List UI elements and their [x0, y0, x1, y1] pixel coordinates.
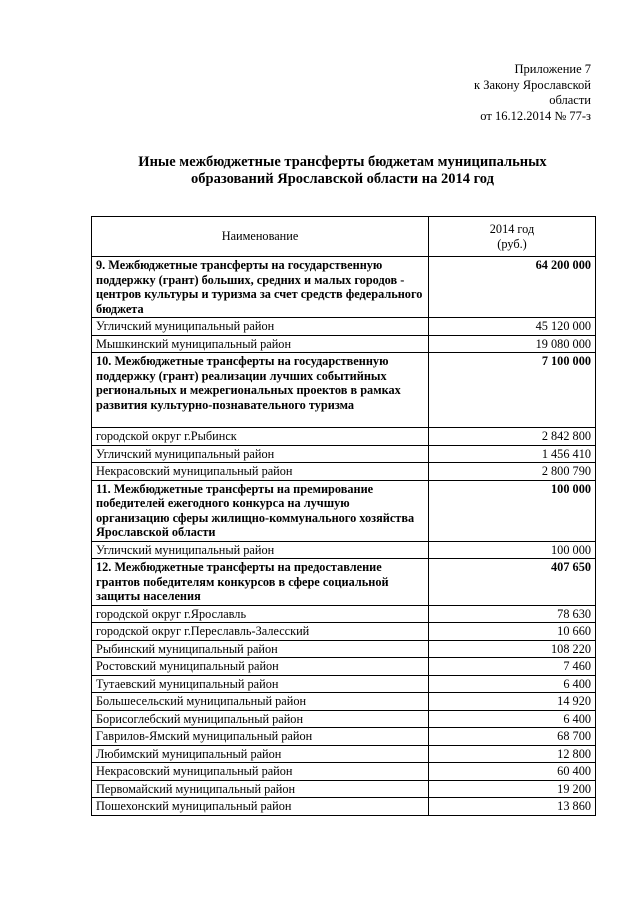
municipality-amount: 19 200	[429, 780, 596, 798]
municipality-name: Тутаевский муниципальный район	[92, 675, 429, 693]
table-row	[92, 763, 596, 781]
municipality-amount: 12 800	[429, 745, 596, 763]
municipality-name: городской округ г.Ярославль	[92, 605, 429, 623]
table-header-row	[92, 217, 596, 257]
municipality-amount: 6 400	[429, 710, 596, 728]
table-row	[92, 798, 596, 816]
municipality-name: Борисоглебский муниципальный район	[92, 710, 429, 728]
table-row	[92, 675, 596, 693]
municipality-amount: 6 400	[429, 675, 596, 693]
municipality-name: Угличский муниципальный район	[92, 541, 429, 559]
transfers-table	[91, 216, 596, 816]
document-title-line-1: Иные межбюджетные трансферты бюджетам муниципальных	[138, 154, 547, 170]
municipality-amount: 2 842 800	[429, 428, 596, 446]
table-row	[92, 335, 596, 353]
municipality-name: Некрасовский муниципальный район	[92, 763, 429, 781]
table-body	[92, 257, 596, 816]
section-row	[92, 257, 596, 318]
municipality-name: Большесельский муниципальный район	[92, 693, 429, 711]
municipality-name: городской округ г.Переславль-Залесский	[92, 623, 429, 641]
municipality-name: Гаврилов-Ямский муниципальный район	[92, 728, 429, 746]
table-row	[92, 318, 596, 336]
municipality-amount: 14 920	[429, 693, 596, 711]
municipality-amount: 100 000	[429, 541, 596, 559]
municipality-name: Рыбинский муниципальный район	[92, 640, 429, 658]
header-name: Наименование	[92, 217, 429, 257]
municipality-amount: 60 400	[429, 763, 596, 781]
appendix-number: Приложение 7	[514, 62, 591, 76]
section-total: 407 650	[429, 559, 596, 606]
table-row	[92, 780, 596, 798]
section-row	[92, 559, 596, 606]
municipality-amount: 10 660	[429, 623, 596, 641]
table-row	[92, 728, 596, 746]
section-row	[92, 480, 596, 541]
table-row	[92, 693, 596, 711]
table-row	[92, 445, 596, 463]
document-title	[90, 154, 595, 188]
appendix-law: к Закону Ярославской	[474, 77, 591, 92]
appendix-region: области	[549, 93, 591, 107]
municipality-amount: 68 700	[429, 728, 596, 746]
table-row	[92, 658, 596, 676]
table-row	[92, 710, 596, 728]
municipality-name: Ростовский муниципальный район	[92, 658, 429, 676]
header-year-label: 2014 год	[489, 222, 535, 236]
municipality-amount: 45 120 000	[429, 318, 596, 336]
municipality-name: Любимский муниципальный район	[92, 745, 429, 763]
municipality-amount: 108 220	[429, 640, 596, 658]
table-row	[92, 463, 596, 481]
table-row	[92, 428, 596, 446]
table-row	[92, 605, 596, 623]
municipality-amount: 2 800 790	[429, 463, 596, 481]
section-title: 11. Межбюджетные трансферты на премирование победителей ежегодного конкурса на лучшую организацию сферы жилищно-коммунального хозяйства Ярославской области	[92, 480, 429, 541]
municipality-name: Первомайский муниципальный район	[92, 780, 429, 798]
municipality-name: Пошехонский муниципальный район	[92, 798, 429, 816]
municipality-amount: 7 460	[429, 658, 596, 676]
document-title-line-2: образований Ярославской области на 2014 год	[191, 171, 494, 187]
section-row	[92, 353, 596, 428]
municipality-amount: 1 456 410	[429, 445, 596, 463]
appendix-date: от 16.12.2014 № 77-з	[480, 108, 591, 123]
header-year	[429, 217, 596, 257]
municipality-name: Некрасовский муниципальный район	[92, 463, 429, 481]
section-title: 10. Межбюджетные трансферты на государственную поддержку (грант) реализации лучших событийных региональных и межрегиональных проектов в рамках развития культурно-познавательного туризма	[92, 353, 429, 428]
header-unit-label: (руб.)	[497, 236, 527, 251]
section-title: 12. Межбюджетные трансферты на предоставление грантов победителям конкурсов в сфере социальной защиты населения	[92, 559, 429, 606]
municipality-amount: 19 080 000	[429, 335, 596, 353]
section-total: 7 100 000	[429, 353, 596, 428]
municipality-amount: 78 630	[429, 605, 596, 623]
table-row	[92, 623, 596, 641]
table-row	[92, 541, 596, 559]
municipality-amount: 13 860	[429, 798, 596, 816]
municipality-name: Угличский муниципальный район	[92, 445, 429, 463]
municipality-name: Угличский муниципальный район	[92, 318, 429, 336]
section-title: 9. Межбюджетные трансферты на государственную поддержку (грант) больших, средних и малых городов - центров культуры и туризма за счет средств федерального бюджета	[92, 257, 429, 318]
section-total: 100 000	[429, 480, 596, 541]
table-row	[92, 640, 596, 658]
appendix-reference	[351, 62, 591, 124]
municipality-name: Мышкинский муниципальный район	[92, 335, 429, 353]
section-total: 64 200 000	[429, 257, 596, 318]
table-row	[92, 745, 596, 763]
municipality-name: городской округ г.Рыбинск	[92, 428, 429, 446]
